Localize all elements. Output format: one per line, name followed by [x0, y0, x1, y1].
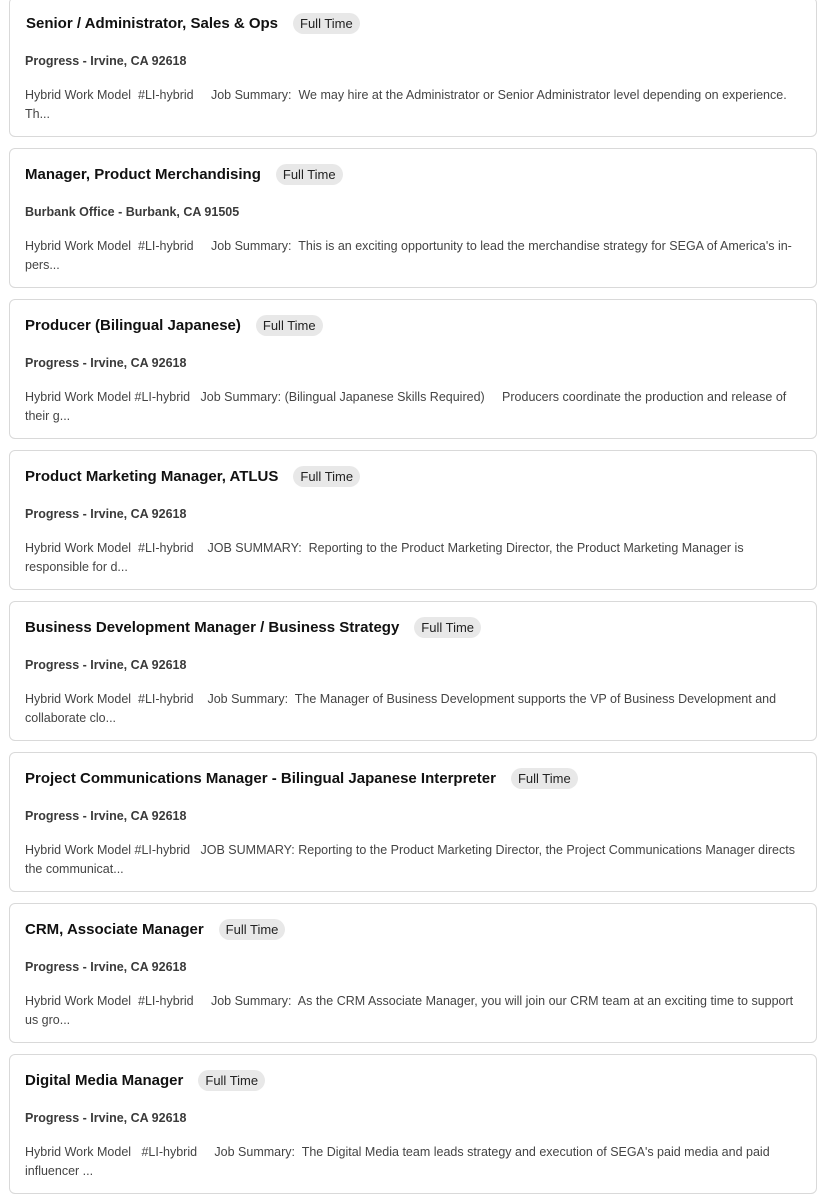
- job-location: Progress - Irvine, CA 92618: [25, 658, 187, 672]
- job-header: [25, 164, 343, 185]
- job-card[interactable]: [9, 148, 817, 288]
- job-card[interactable]: [9, 752, 817, 892]
- job-card[interactable]: [9, 450, 817, 590]
- job-header: [25, 919, 285, 940]
- job-summary: Hybrid Work Model #LI-hybrid Job Summary: The Digital Media team leads strategy and execution of SEGA's paid media and paid influencer ...: [25, 1145, 774, 1178]
- job-location: Progress - Irvine, CA 92618: [25, 1111, 187, 1125]
- job-type-badge: Full Time: [276, 164, 343, 185]
- job-location: Burbank Office - Burbank, CA 91505: [25, 205, 240, 219]
- job-title-link[interactable]: Product Marketing Manager, ATLUS: [25, 468, 279, 485]
- job-header: [25, 617, 481, 638]
- job-card[interactable]: [9, 1054, 817, 1194]
- job-header: [25, 315, 323, 336]
- job-title-link[interactable]: Business Development Manager / Business Strategy: [25, 619, 400, 636]
- job-title-link[interactable]: Senior / Administrator, Sales & Ops: [26, 15, 279, 32]
- job-header: [25, 1070, 265, 1091]
- job-card[interactable]: [9, 601, 817, 741]
- job-location: Progress - Irvine, CA 92618: [25, 356, 187, 370]
- job-location: Progress - Irvine, CA 92618: [25, 54, 187, 68]
- job-type-badge: Full Time: [256, 315, 323, 336]
- job-summary: Hybrid Work Model #LI-hybrid JOB SUMMARY: Reporting to the Product Marketing Director, the Product Marketing Manager is responsible for d...: [25, 541, 748, 574]
- job-type-badge: Full Time: [293, 466, 360, 487]
- job-summary: Hybrid Work Model #LI-hybrid Job Summary: As the CRM Associate Manager, you will join our CRM team at an exciting time to support us gro...: [25, 994, 797, 1027]
- job-type-badge: Full Time: [219, 919, 286, 940]
- job-title-link[interactable]: Manager, Product Merchandising: [25, 166, 261, 183]
- job-type-badge: Full Time: [511, 768, 578, 789]
- job-type-badge: Full Time: [198, 1070, 265, 1091]
- job-summary: Hybrid Work Model #LI-hybrid Job Summary: (Bilingual Japanese Skills Required) Producers coordinate the production and release of their g...: [25, 390, 790, 423]
- job-summary: Hybrid Work Model #LI-hybrid JOB SUMMARY: Reporting to the Product Marketing Director, the Project Communications Manager directs the communicat...: [25, 843, 799, 876]
- job-header: [26, 13, 360, 34]
- job-card[interactable]: [9, 903, 817, 1043]
- job-summary: Hybrid Work Model #LI-hybrid Job Summary: This is an exciting opportunity to lead the merchandise strategy for SEGA of America's in-pers...: [25, 239, 792, 272]
- job-location: Progress - Irvine, CA 92618: [25, 507, 187, 521]
- job-location: Progress - Irvine, CA 92618: [25, 960, 187, 974]
- job-location: Progress - Irvine, CA 92618: [25, 809, 187, 823]
- job-type-badge: Full Time: [414, 617, 481, 638]
- job-summary: Hybrid Work Model #LI-hybrid Job Summary: The Manager of Business Development supports the VP of Business Development and collaborate clo...: [25, 692, 780, 725]
- job-card[interactable]: [9, 299, 817, 439]
- job-header: [25, 466, 360, 487]
- job-title-link[interactable]: Project Communications Manager - Bilingual Japanese Interpreter: [25, 770, 496, 787]
- job-card[interactable]: [9, 0, 817, 137]
- job-title-link[interactable]: CRM, Associate Manager: [25, 921, 204, 938]
- job-header: [25, 768, 578, 789]
- job-type-badge: Full Time: [293, 13, 360, 34]
- job-summary: Hybrid Work Model #LI-hybrid Job Summary: We may hire at the Administrator or Senior Administrator level depending on experience. Th...: [25, 88, 797, 121]
- job-title-link[interactable]: Digital Media Manager: [25, 1072, 184, 1089]
- job-title-link[interactable]: Producer (Bilingual Japanese): [25, 317, 241, 334]
